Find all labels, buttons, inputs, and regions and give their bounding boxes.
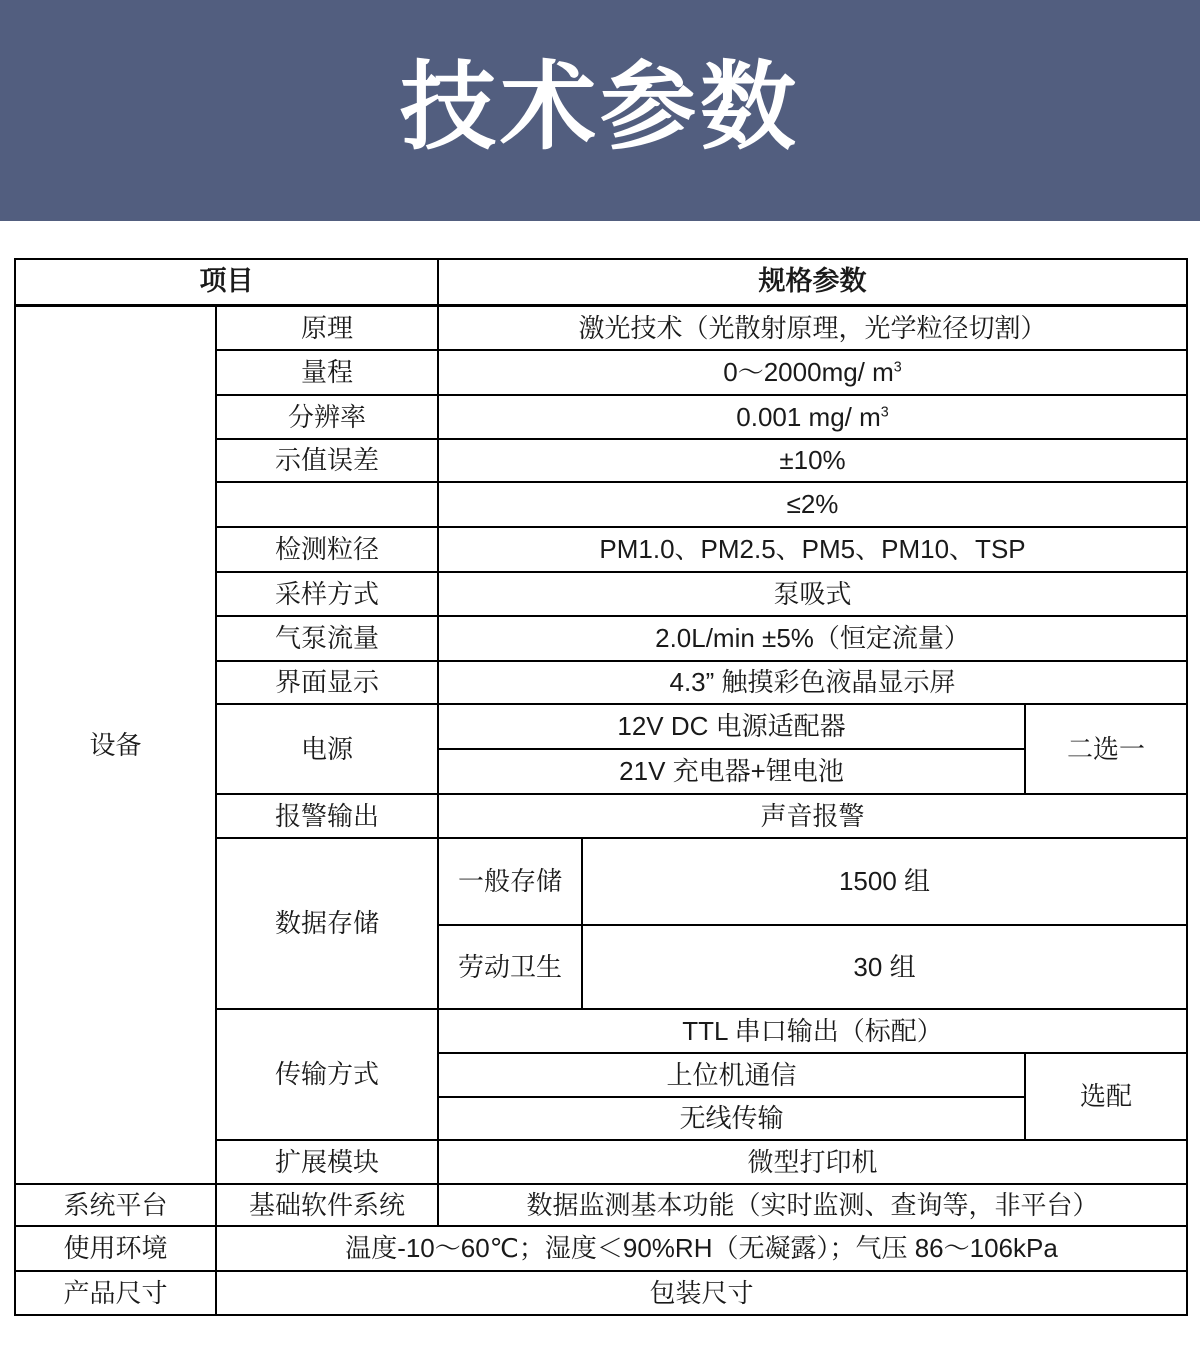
row-range-label: 量程 xyxy=(216,350,438,395)
power-note-cell: 二选一 xyxy=(1025,704,1187,794)
row-indication-error-label: 示值误差 xyxy=(216,439,438,482)
environment-value: 温度-10～60℃；湿度＜90%RH（无凝露）；气压 86～106kPa xyxy=(216,1226,1187,1271)
transmission-option2-value: 无线传输 xyxy=(438,1097,1025,1140)
row-sampling-method-label: 采样方式 xyxy=(216,572,438,616)
product-size-value: 包装尺寸 xyxy=(216,1271,1187,1315)
row-resolution-value xyxy=(438,395,1187,439)
storage-general-value: 1500 组 xyxy=(582,838,1187,925)
row-particle-sizes-label: 检测粒径 xyxy=(216,527,438,572)
product-size-group-cell: 产品尺寸 xyxy=(15,1271,216,1315)
row-expansion-module-label: 扩展模块 xyxy=(216,1140,438,1184)
row-repeatability-label xyxy=(216,482,438,527)
row-principle-value: 激光技术（光散射原理，光学粒径切割） xyxy=(438,305,1187,350)
row-pump-flow-value: 2.0L/min ±5%（恒定流量） xyxy=(438,616,1187,661)
transmission-standard-value: TTL 串口输出（标配） xyxy=(438,1009,1187,1053)
transmission-option1-value: 上位机通信 xyxy=(438,1053,1025,1097)
row-indication-error-value: ±10% xyxy=(438,439,1187,482)
row-alarm-output-label: 报警输出 xyxy=(216,794,438,838)
storage-general-name: 一般存储 xyxy=(438,838,582,925)
header-item: 项目 xyxy=(15,259,438,305)
environment-group-cell: 使用环境 xyxy=(15,1226,216,1271)
row-transmission-label: 传输方式 xyxy=(216,1009,438,1140)
spec-table-container xyxy=(14,258,1186,1316)
spec-table xyxy=(14,258,1188,1316)
resolution-superscript: 3 xyxy=(880,404,889,421)
row-principle-label: 原理 xyxy=(216,305,438,350)
range-value-text: 0～2000mg/ m xyxy=(723,357,894,388)
transmission-note-cell: 选配 xyxy=(1025,1053,1187,1140)
row-storage-label: 数据存储 xyxy=(216,838,438,1009)
row-power-label: 电源 xyxy=(216,704,438,794)
row-product-size xyxy=(15,1271,1187,1315)
row-alarm-output-value: 声音报警 xyxy=(438,794,1187,838)
row-environment xyxy=(15,1226,1187,1271)
row-range-value xyxy=(438,350,1187,395)
row-display-value: 4.3” 触摸彩色液晶显示屏 xyxy=(438,661,1187,704)
system-platform-value: 数据监测基本功能（实时监测、查询等，非平台） xyxy=(438,1184,1187,1226)
resolution-value-text: 0.001 mg/ m xyxy=(736,401,881,432)
row-system-platform xyxy=(15,1184,1187,1226)
row-repeatability-value: ≤2% xyxy=(438,482,1187,527)
storage-labor-value: 30 组 xyxy=(582,925,1187,1009)
row-sampling-method-value: 泵吸式 xyxy=(438,572,1187,616)
storage-labor-name: 劳动卫生 xyxy=(438,925,582,1009)
row-principle xyxy=(15,305,1187,350)
device-group-cell: 设备 xyxy=(15,305,216,1184)
power-option2-value: 21V 充电器+锂电池 xyxy=(438,749,1025,794)
row-display-label: 界面显示 xyxy=(216,661,438,704)
system-platform-group-cell: 系统平台 xyxy=(15,1184,216,1226)
header-spec: 规格参数 xyxy=(438,259,1187,305)
row-expansion-module-value: 微型打印机 xyxy=(438,1140,1187,1184)
system-platform-label: 基础软件系统 xyxy=(216,1184,438,1226)
range-superscript: 3 xyxy=(893,359,902,376)
row-particle-sizes-value: PM1.0、PM2.5、PM5、PM10、TSP xyxy=(438,527,1187,572)
power-option1-value: 12V DC 电源适配器 xyxy=(438,704,1025,749)
banner xyxy=(0,0,1200,221)
page-title: 技术参数 xyxy=(400,53,800,161)
row-resolution-label: 分辨率 xyxy=(216,395,438,439)
table-header-row xyxy=(15,259,1187,305)
row-pump-flow-label: 气泵流量 xyxy=(216,616,438,661)
